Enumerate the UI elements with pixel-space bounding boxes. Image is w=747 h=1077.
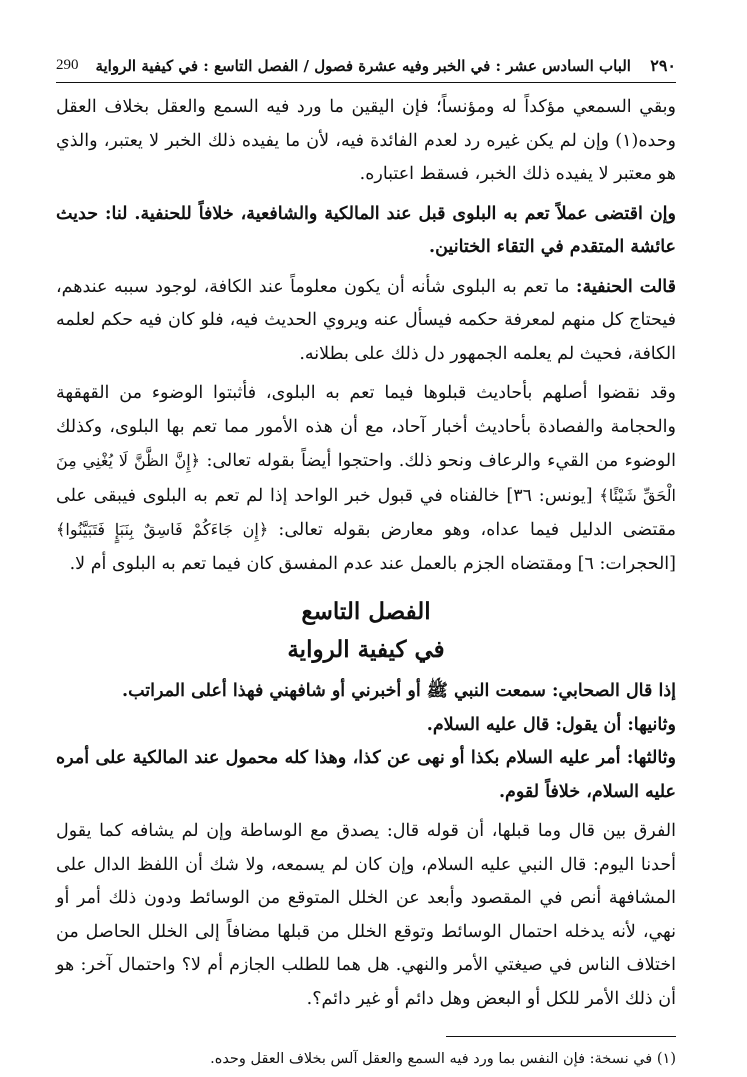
paragraph-1: وبقي السمعي مؤكداً له ومؤنساً؛ فإن اليقين ما ورد فيه السمع والعقل بخلاف العقل وحده(١) وإن لم يكن غيره رد لعدم الفائدة فيه، لأن ما يفيده ذلك الخبر لا يعتبر، والذي هو معتبر لا يفيده ذلك الخبر، فسقط اعتباره. [56,97,676,184]
running-title: الباب السادس عشر : في الخبر وفيه عشرة فصول / الفصل التاسع : في كيفية الرواية [95,56,631,75]
quran-verse-1: ﴿إِنَّ الظَّنَّ لَا يُغْنِي مِنَ الْحَقِّ شَيْئًا﴾ [56,451,676,505]
section-line-3: وثالثها: أمر عليه السلام بكذا أو نهى عن كذا، وهذا كله محمول عند المالكية على أمره عليه السلام، خلافاً لقوم. [56,748,676,802]
p4-part-c: [الحجرات: ٦] ومقتضاه الجزم بالعمل عند عدم المفسق كان فيما تعم به البلوى أم لا. [69,553,676,574]
paragraph-2-bold: وإن اقتضى عملاً تعم به البلوى قبل عند المالكية والشافعية، خلافاً للحنفية. لنا: حديث عائشة المتقدم في التقاء الختانين. [56,203,676,257]
footnote-divider [446,1036,676,1037]
chapter-title: الفصل التاسع [301,598,431,625]
running-header [56,48,676,83]
footnote-text: في نسخة: فإن النفس بما ورد فيه السمع والعقل آلس بخلاف العقل وحده. [210,1051,653,1067]
paragraph-4 [56,377,676,581]
hanafi-text: ما تعم به البلوى شأنه أن يكون معلوماً عند الكافة، لوجود سببه عندهم، فيحتاج كل منهم لمعرفة حكمه فيسأل عنه ويروي الحديث فيه، فلو كان فيه حكم لعلمه الكافة، فحيث لم يعلمه الجمهور دل ذلك على بطلانه. [56,276,676,364]
latin-page-number: 290 [56,56,79,73]
section-line-2: وثانيها: أن يقول: قال عليه السلام. [426,714,676,735]
quran-verse-2: ﴿إِن جَاءَكُمْ فَاسِقٌ بِنَبَإٍ فَتَبَيَّنُوا﴾ [56,520,269,539]
footnote-marker: (١) [656,1051,676,1067]
section-line-1: إذا قال الصحابي: سمعت النبي ﷺ أو أخبرني أو شافهني فهذا أعلى المراتب. [122,681,676,701]
paragraph-3 [56,271,676,372]
arabic-page-number: ٢٩٠ [650,55,676,75]
p4-part-b: [يونس: ٣٦] خالفناه في قبول خبر الواحد إذا لم تعم به البلوى فيبقى على مقتضى الدليل فيما عداه، وهو معارض بقوله تعالى: [56,485,676,540]
header-right [95,56,676,75]
paragraph-5: الفرق بين قال وما قبلها، أن قوله قال: يصدق مع الوساطة وإن لم يشافه كما يقول أحدنا اليوم: قال النبي عليه السلام، وإن كان لم يسمعه، ولا شك أن اللفظ الدال على المشافهة أنص في المقصود وأبعد عن الخلل المتوقع من الوسائط ودون ذلك أمر أو نهي، لأنه يدخله احتمال الوسائط وتوقع الخلل من قبلها مضافاً إلى الخلل الحاصل من اختلاف الناس في صيغتي الأمر والنهي. هل هما للطلب الجازم أم لا؟ واحتمال آخر: هو أن ذلك الأمر للكل أو البعض وهل دائم أو غير دائم؟. [56,821,676,1009]
hanafi-label: قالت الحنفية: [575,276,676,297]
footnote [56,1047,676,1071]
chapter-subtitle: في كيفية الرواية [287,636,445,663]
p4-part-a: وقد نقضوا أصلهم بأحاديث قبلوها فيما تعم به البلوى، فأثبتوا الوضوء من القهقهة والحجامة والفصادة بأحاديث أخبار آحاد، مع أن هذه الأمور مما تعم بها البلوى، وكذلك الوضوء من القيء والرعاف ونحو ذلك. واحتجوا أيضاً بقوله تعالى: [56,383,676,471]
document-page [56,48,676,1071]
